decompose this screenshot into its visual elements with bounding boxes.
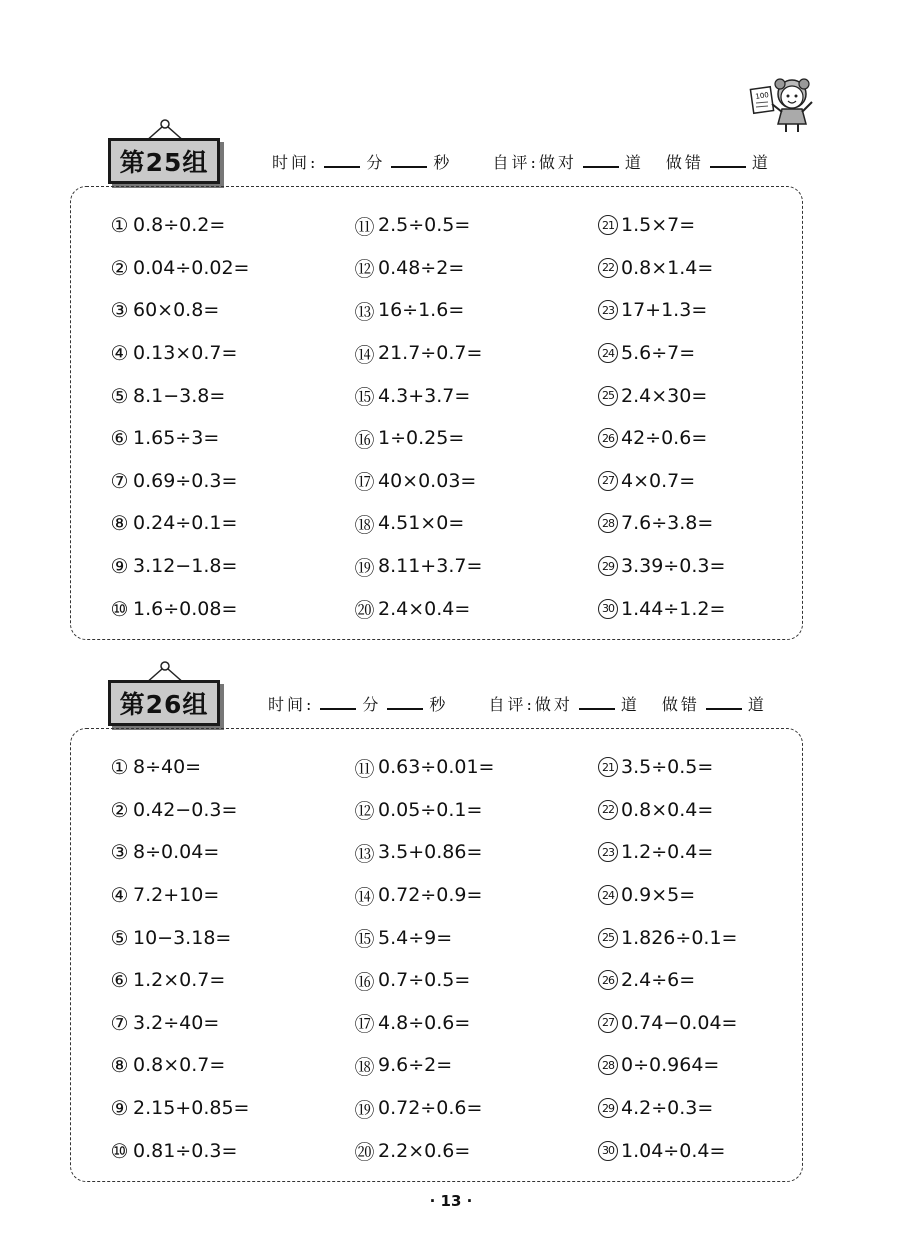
problem-number: ③: [110, 298, 128, 323]
problem-expression: 0.24÷0.1=: [133, 512, 238, 535]
problem-item: [598, 746, 838, 789]
problem-expression: 0.04÷0.02=: [133, 256, 250, 279]
exercise-section-26: [0, 660, 902, 1200]
problem-item: [108, 874, 348, 917]
problem-expression: 40×0.03=: [378, 469, 477, 492]
problem-item: [108, 460, 348, 503]
minute-label: 分: [362, 695, 382, 714]
problem-item: [353, 204, 593, 247]
problem-number: ⑤: [110, 925, 128, 950]
problem-number: ⑬: [354, 299, 374, 324]
problem-expression: 4.2÷0.3=: [621, 1097, 714, 1120]
self-eval-correct-label: 自评:做对: [488, 695, 573, 714]
problem-item: [598, 374, 838, 417]
problem-expression: 3.39÷0.3=: [621, 555, 726, 578]
problem-expression: 1.5×7=: [621, 214, 696, 237]
problem-expression: 2.5÷0.5=: [378, 214, 471, 237]
time-label: 时间:: [268, 695, 315, 714]
problem-column: [598, 746, 838, 1172]
svg-text:100: 100: [754, 91, 770, 101]
self-eval-correct-label: 自评:做对: [492, 153, 577, 172]
problem-item: [108, 1087, 348, 1130]
problem-expression: 4.51×0=: [378, 512, 465, 535]
problem-item: [108, 247, 348, 290]
problem-number: ⑫: [354, 799, 374, 824]
problem-number: ⑯: [354, 969, 374, 994]
problem-expression: 17+1.3=: [621, 299, 708, 322]
problem-number: 23: [598, 300, 618, 320]
problem-expression: 0÷0.964=: [621, 1054, 720, 1077]
problem-number: ⑦: [110, 468, 128, 493]
problem-item: [353, 332, 593, 375]
problem-item: [353, 502, 593, 545]
problem-item: [598, 831, 838, 874]
problem-expression: 1.2×0.7=: [133, 969, 226, 992]
problem-item: [598, 587, 838, 630]
problem-item: [353, 1087, 593, 1130]
problem-number: ⑰: [354, 1012, 374, 1037]
problem-number: ⑩: [110, 1138, 128, 1163]
problem-item: [598, 247, 838, 290]
problem-item: [353, 417, 593, 460]
problem-number: ⑥: [110, 968, 128, 993]
problem-number: ⑲: [354, 555, 374, 580]
problem-expression: 21.7÷0.7=: [378, 342, 483, 365]
problem-expression: 16÷1.6=: [378, 299, 465, 322]
problem-item: [108, 587, 348, 630]
problem-expression: 0.7÷0.5=: [378, 969, 471, 992]
problem-item: [353, 789, 593, 832]
problem-item: [353, 1002, 593, 1045]
problem-item: [108, 746, 348, 789]
problem-expression: 3.2÷40=: [133, 1011, 220, 1034]
problem-number: ⑫: [354, 257, 374, 282]
problem-expression: 0.74−0.04=: [621, 1011, 738, 1034]
problem-item: [353, 247, 593, 290]
problem-item: [598, 502, 838, 545]
time-score-line: [268, 692, 767, 715]
problem-number: ⑮: [354, 385, 374, 410]
problem-expression: 0.05÷0.1=: [378, 798, 483, 821]
dao-label: 道: [620, 695, 640, 714]
problem-number: ⑧: [110, 1053, 128, 1078]
problem-item: [353, 916, 593, 959]
problem-item: [598, 959, 838, 1002]
problem-number: ④: [110, 341, 128, 366]
page-number: · 13 ·: [429, 1192, 473, 1210]
problem-item: [598, 789, 838, 832]
problem-column: [108, 204, 348, 630]
problem-item: [353, 545, 593, 588]
problem-expression: 42÷0.6=: [621, 427, 708, 450]
problem-expression: 2.2×0.6=: [378, 1139, 471, 1162]
problem-item: [108, 374, 348, 417]
problem-expression: 0.48÷2=: [378, 256, 465, 279]
problem-item: [598, 1087, 838, 1130]
minute-label: 分: [366, 153, 386, 172]
problem-expression: 4×0.7=: [621, 469, 696, 492]
problem-number: ⑧: [110, 511, 128, 536]
problem-item: [353, 460, 593, 503]
problem-number: ⑱: [354, 1054, 374, 1079]
problem-number: ⑳: [354, 598, 374, 623]
problem-item: [353, 1044, 593, 1087]
problem-number: 26: [598, 428, 618, 448]
problem-item: [353, 746, 593, 789]
problem-item: [353, 959, 593, 1002]
problem-expression: 3.12−1.8=: [133, 555, 238, 578]
problem-item: [108, 1129, 348, 1172]
problem-expression: 1.2÷0.4=: [621, 841, 714, 864]
second-blank[interactable]: [387, 694, 423, 710]
problem-expression: 1.6÷0.08=: [133, 597, 238, 620]
problem-item: [108, 1002, 348, 1045]
problem-expression: 0.72÷0.6=: [378, 1097, 483, 1120]
problem-number: 25: [598, 928, 618, 948]
group-title: 第26组: [108, 680, 220, 726]
problem-number: ⑮: [354, 927, 374, 952]
second-label: 秒: [429, 695, 449, 714]
problem-item: [353, 831, 593, 874]
wrong-count-blank[interactable]: [706, 694, 742, 710]
problem-expression: 1.04÷0.4=: [621, 1139, 726, 1162]
problem-expression: 0.8÷0.2=: [133, 214, 226, 237]
problem-number: ②: [110, 797, 128, 822]
problem-expression: 2.4÷6=: [621, 969, 696, 992]
problem-number: ②: [110, 255, 128, 280]
problem-number: ⑲: [354, 1097, 374, 1122]
problem-item: [598, 1044, 838, 1087]
problem-number: ⑦: [110, 1010, 128, 1035]
problem-number: ③: [110, 840, 128, 865]
problem-expression: 0.8×0.7=: [133, 1054, 226, 1077]
time-score-line: [272, 150, 771, 173]
second-label: 秒: [433, 153, 453, 172]
problem-item: [108, 959, 348, 1002]
problem-item: [598, 545, 838, 588]
problem-number: ⑥: [110, 426, 128, 451]
problem-item: [598, 1002, 838, 1045]
problem-number: 26: [598, 970, 618, 990]
problem-item: [353, 587, 593, 630]
dao-label: 道: [624, 153, 644, 172]
problem-expression: 7.6÷3.8=: [621, 512, 714, 535]
problem-item: [598, 874, 838, 917]
problem-number: 24: [598, 885, 618, 905]
group-title: 第25组: [108, 138, 220, 184]
problem-expression: 0.8×1.4=: [621, 256, 714, 279]
problem-item: [598, 916, 838, 959]
wrong-count-blank[interactable]: [710, 152, 746, 168]
problem-column: [353, 746, 593, 1172]
problem-item: [598, 332, 838, 375]
problem-number: 24: [598, 343, 618, 363]
wrong-label: 做错: [661, 695, 700, 714]
problem-item: [108, 502, 348, 545]
problem-expression: 8÷0.04=: [133, 841, 220, 864]
problem-expression: 10−3.18=: [133, 926, 232, 949]
problem-number: ⑭: [354, 884, 374, 909]
problem-number: 29: [598, 1098, 618, 1118]
problem-item: [353, 374, 593, 417]
problem-expression: 4.8÷0.6=: [378, 1011, 471, 1034]
problem-expression: 1÷0.25=: [378, 427, 465, 450]
time-label: 时间:: [272, 153, 319, 172]
problem-expression: 0.72÷0.9=: [378, 884, 483, 907]
problem-number: 27: [598, 1013, 618, 1033]
problem-number: 28: [598, 1055, 618, 1075]
problem-item: [108, 204, 348, 247]
problem-number: 22: [598, 800, 618, 820]
problem-item: [598, 204, 838, 247]
problem-column: [598, 204, 838, 630]
problem-number: ⑬: [354, 841, 374, 866]
problem-expression: 3.5+0.86=: [378, 841, 483, 864]
problem-item: [108, 332, 348, 375]
problem-expression: 7.2+10=: [133, 884, 220, 907]
problem-expression: 0.63÷0.01=: [378, 756, 495, 779]
problem-number: ⑱: [354, 512, 374, 537]
problem-number: 29: [598, 556, 618, 576]
problem-item: [108, 789, 348, 832]
problem-expression: 2.15+0.85=: [133, 1097, 250, 1120]
problem-expression: 60×0.8=: [133, 299, 220, 322]
problem-expression: 1.44÷1.2=: [621, 597, 726, 620]
problem-number: 21: [598, 757, 618, 777]
problem-item: [108, 916, 348, 959]
problem-expression: 2.4×0.4=: [378, 597, 471, 620]
problem-item: [108, 417, 348, 460]
problem-number: ⑰: [354, 470, 374, 495]
problem-number: 30: [598, 599, 618, 619]
problem-expression: 8.11+3.7=: [378, 555, 483, 578]
second-blank[interactable]: [391, 152, 427, 168]
problem-number: 23: [598, 842, 618, 862]
problem-number: ⑩: [110, 596, 128, 621]
problem-column: [108, 746, 348, 1172]
problem-number: ⑨: [110, 1096, 128, 1121]
problem-expression: 4.3+3.7=: [378, 384, 471, 407]
problem-number: 21: [598, 215, 618, 235]
problem-expression: 3.5÷0.5=: [621, 756, 714, 779]
problem-item: [353, 289, 593, 332]
problem-expression: 8÷40=: [133, 756, 202, 779]
minute-blank[interactable]: [320, 694, 356, 710]
problem-expression: 8.1−3.8=: [133, 384, 226, 407]
problem-number: 27: [598, 471, 618, 491]
problem-number: ⑪: [354, 756, 374, 781]
problem-item: [108, 289, 348, 332]
problem-expression: 0.9×5=: [621, 884, 696, 907]
problem-number: ⑭: [354, 342, 374, 367]
problem-expression: 1.826÷0.1=: [621, 926, 738, 949]
problem-column: [353, 204, 593, 630]
problem-expression: 2.4×30=: [621, 384, 708, 407]
problem-number: ①: [110, 213, 128, 238]
problem-expression: 1.65÷3=: [133, 427, 220, 450]
problem-item: [598, 417, 838, 460]
problem-number: ⑳: [354, 1140, 374, 1165]
problem-number: ⑨: [110, 554, 128, 579]
problem-item: [353, 1129, 593, 1172]
problem-number: 28: [598, 513, 618, 533]
problem-expression: 0.8×0.4=: [621, 798, 714, 821]
problem-expression: 0.42−0.3=: [133, 798, 238, 821]
problem-number: ①: [110, 755, 128, 780]
problem-item: [108, 1044, 348, 1087]
problem-number: ⑪: [354, 214, 374, 239]
problem-expression: 0.81÷0.3=: [133, 1139, 238, 1162]
problem-expression: 0.13×0.7=: [133, 342, 238, 365]
problem-number: ⑤: [110, 383, 128, 408]
wrong-label: 做错: [665, 153, 704, 172]
minute-blank[interactable]: [324, 152, 360, 168]
dao-label: 道: [747, 695, 767, 714]
problem-expression: 5.4÷9=: [378, 926, 453, 949]
problem-number: 22: [598, 258, 618, 278]
problem-item: [353, 874, 593, 917]
problem-expression: 0.69÷0.3=: [133, 469, 238, 492]
problem-number: 30: [598, 1141, 618, 1161]
problem-item: [108, 831, 348, 874]
problem-number: ④: [110, 883, 128, 908]
problem-expression: 9.6÷2=: [378, 1054, 453, 1077]
problem-item: [108, 545, 348, 588]
correct-count-blank[interactable]: [579, 694, 615, 710]
problem-item: [598, 289, 838, 332]
exercise-section-25: [0, 118, 902, 658]
problem-item: [598, 460, 838, 503]
problem-item: [598, 1129, 838, 1172]
problem-number: 25: [598, 386, 618, 406]
dao-label: 道: [751, 153, 771, 172]
problem-expression: 5.6÷7=: [621, 342, 696, 365]
correct-count-blank[interactable]: [583, 152, 619, 168]
problem-number: ⑯: [354, 427, 374, 452]
